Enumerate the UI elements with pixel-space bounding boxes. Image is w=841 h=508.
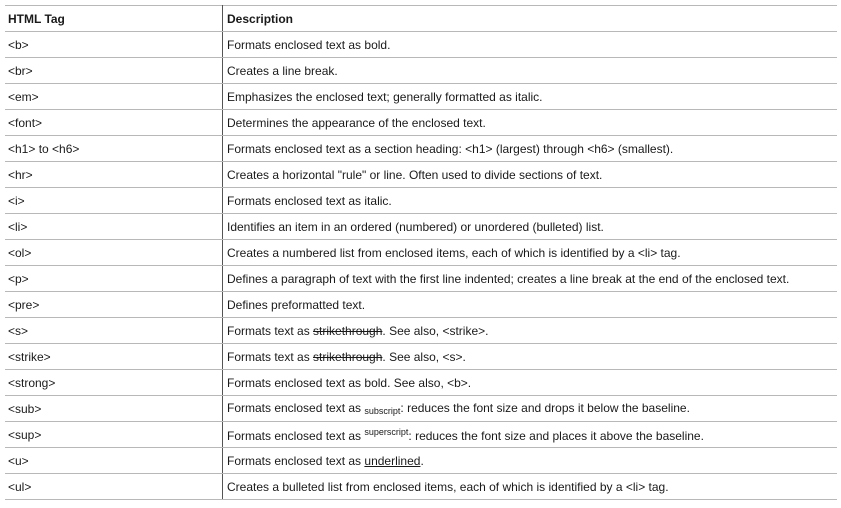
description-text: .: [420, 453, 424, 468]
table-row: [5, 266, 837, 292]
tag-cell: <li>: [5, 214, 223, 240]
description-cell: Determines the appearance of the enclosed text.: [223, 110, 838, 136]
description-cell: Formats enclosed text as bold.: [223, 32, 838, 58]
table-row: [5, 136, 837, 162]
description-text: Formats text as: [227, 323, 314, 338]
description-cell: Creates a bulleted list from enclosed items, each of which is identified by a <li> tag.: [223, 474, 838, 500]
description-cell: Formats enclosed text as italic.: [223, 188, 838, 214]
description-cell: [223, 448, 838, 474]
table-row: [5, 448, 837, 474]
description-text: : reduces the font size and drops it below the baseline.: [400, 401, 690, 415]
tag-cell: <h1> to <h6>: [5, 136, 223, 162]
tag-cell: <font>: [5, 110, 223, 136]
underlined-sample: underlined: [364, 453, 421, 468]
description-cell: [223, 396, 838, 422]
description-cell: Creates a horizontal "rule" or line. Often used to divide sections of text.: [223, 162, 838, 188]
tag-cell: <b>: [5, 32, 223, 58]
table-row: [5, 162, 837, 188]
table-row: [5, 344, 837, 370]
description-text: Formats enclosed text as: [227, 401, 365, 415]
description-cell: [223, 318, 838, 344]
description-cell: Formats enclosed text as a section heading: <h1> (largest) through <h6> (smallest).: [223, 136, 838, 162]
table-header-row: [5, 6, 837, 32]
tag-cell: <ul>: [5, 474, 223, 500]
table-row: [5, 84, 837, 110]
tag-cell: <i>: [5, 188, 223, 214]
table-row: [5, 474, 837, 500]
description-cell: Identifies an item in an ordered (numbered) or unordered (bulleted) list.: [223, 214, 838, 240]
description-text: Formats enclosed text as: [227, 453, 365, 468]
tag-cell: <em>: [5, 84, 223, 110]
table-row: [5, 370, 837, 396]
table-row: [5, 396, 837, 422]
tag-cell: <sup>: [5, 422, 223, 448]
description-text: Formats enclosed text as: [227, 428, 365, 443]
description-text: . See also, <s>.: [382, 349, 466, 364]
description-cell: Creates a numbered list from enclosed items, each of which is identified by a <li> tag.: [223, 240, 838, 266]
html-tags-table: [5, 5, 837, 500]
table-row: [5, 32, 837, 58]
superscript-sample: superscript: [364, 426, 409, 437]
tag-cell: <strike>: [5, 344, 223, 370]
tag-cell: <hr>: [5, 162, 223, 188]
description-text: : reduces the font size and places it above the baseline.: [408, 428, 704, 443]
table-row: [5, 292, 837, 318]
table-row: [5, 214, 837, 240]
strikethrough-sample: strikethrough: [313, 323, 383, 338]
table-row: [5, 422, 837, 448]
tag-cell: <strong>: [5, 370, 223, 396]
description-cell: [223, 344, 838, 370]
tag-cell: <ol>: [5, 240, 223, 266]
header-html-tag: HTML Tag: [5, 6, 223, 32]
tag-cell: <u>: [5, 448, 223, 474]
table-row: [5, 240, 837, 266]
tag-cell: <s>: [5, 318, 223, 344]
header-description: Description: [223, 6, 838, 32]
table-row: [5, 58, 837, 84]
description-cell: Defines preformatted text.: [223, 292, 838, 318]
description-text: Formats text as: [227, 349, 314, 364]
description-cell: Creates a line break.: [223, 58, 838, 84]
subscript-sample: subscript: [364, 406, 401, 416]
description-cell: Emphasizes the enclosed text; generally formatted as italic.: [223, 84, 838, 110]
strikethrough-sample: strikethrough: [313, 349, 383, 364]
table-row: [5, 110, 837, 136]
description-text: . See also, <strike>.: [382, 323, 489, 338]
tag-cell: <pre>: [5, 292, 223, 318]
table-row: [5, 188, 837, 214]
tag-cell: <p>: [5, 266, 223, 292]
tag-cell: <br>: [5, 58, 223, 84]
description-cell: Defines a paragraph of text with the first line indented; creates a line break at the end of the enclosed text.: [223, 266, 838, 292]
table-row: [5, 318, 837, 344]
tag-cell: <sub>: [5, 396, 223, 422]
description-cell: [223, 422, 838, 448]
description-cell: Formats enclosed text as bold. See also, <b>.: [223, 370, 838, 396]
